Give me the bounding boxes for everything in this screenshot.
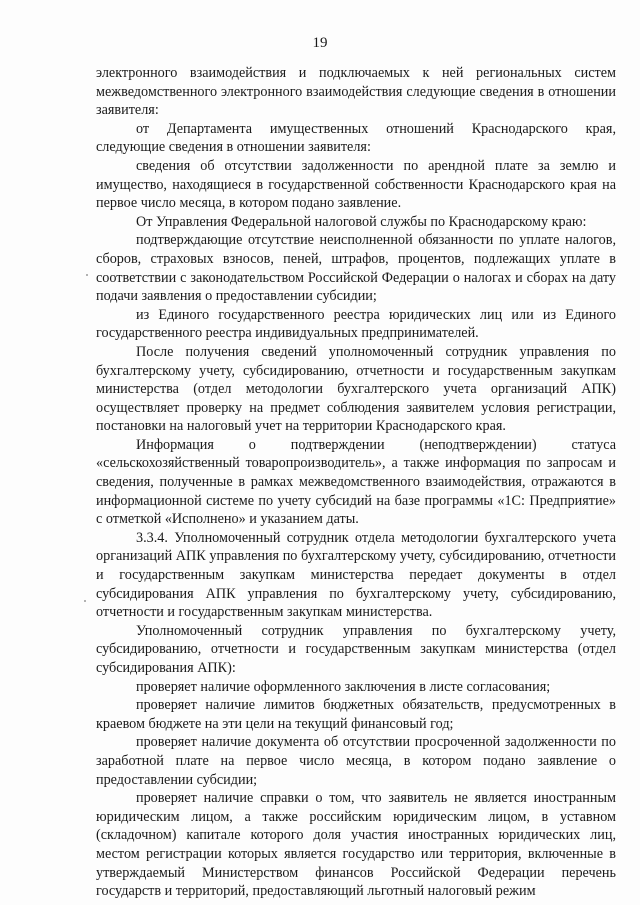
scan-speck xyxy=(86,274,88,276)
paragraph: Информация о подтверждении (неподтверждении) статуса «сельскохозяйственный товаропроизводитель», а также информация по запросам и сведения, полученные в рамках межведомственного взаимодействия, отражаются в информационной системе по учету субсидий на базе программы «1С: Предприятие» с отметкой «Исполнено» и указанием даты. xyxy=(96,436,616,528)
paragraph: проверяет наличие справки о том, что заявитель не является иностранным юридическим лицом, а также российским юридическим лицом, в уставном (складочном) капитале которого доля участия иностранных юридических лиц, местом регистрации которых является государство или территория, включенные в утверждаемый Министерством финансов Российской Федерации перечень государств и территорий, предоставляющий льготный налоговый режим xyxy=(96,790,616,900)
paragraph: От Управления Федеральной налоговой службы по Краснодарскому краю: xyxy=(136,213,587,230)
scan-speck xyxy=(84,600,86,602)
paragraph: из Единого государственного реестра юридических лиц или из Единого государственного реестра индивидуальных предпринимателей. xyxy=(96,306,616,342)
paragraph: 3.3.4. Уполномоченный сотрудник отдела методологии бухгалтерского учета организаций АПК управления по бухгалтерскому учету, субсидированию, отчетности и государственным закупкам министерства передает документы в отдел субсидирования АПК управления по бухгалтерскому учету, субсидированию, отчетности и государственным закупкам министерства. xyxy=(96,529,616,621)
page-number: 19 xyxy=(312,35,328,51)
paragraph: проверяет наличие документа об отсутствии просроченной задолженности по заработной плате на первое число месяца, в котором подано заявление о предоставлении субсидии; xyxy=(96,734,616,788)
paragraph: проверяет наличие оформленного заключения в листе согласования; xyxy=(136,678,551,695)
paragraph: проверяет наличие лимитов бюджетных обязательств, предусмотренных в краевом бюджете на эти цели на текущий финансовый год; xyxy=(96,697,616,732)
paragraph: от Департамента имущественных отношений Краснодарского края, следующие сведения в отношении заявителя: xyxy=(96,120,616,156)
document-body xyxy=(96,64,616,901)
paragraph: После получения сведений уполномоченный сотрудник управления по бухгалтерскому учету, субсидированию, отчетности и государственным закупкам министерства (отдел методологии бухгалтерского учета организаций АПК) осуществляет проверку на предмет соблюдения заявителем условия регистрации, постановки на налоговый учет на территории Краснодарского края. xyxy=(96,343,616,435)
paragraph: сведения об отсутствии задолженности по арендной плате за землю и имущество, находящиеся в государственной собственности Краснодарского края на первое число месяца, в котором подано заявление. xyxy=(96,157,616,212)
paragraph: подтверждающие отсутствие неисполненной обязанности по уплате налогов, сборов, страховых взносов, пеней, штрафов, процентов, подлежащих уплате в соответствии с законодательством Российской Федерации о налогах и сборах на дату подачи заявления о предоставлении субсидии; xyxy=(96,232,616,305)
paragraph: Уполномоченный сотрудник управления по бухгалтерскому учету, субсидированию, отчетности и государственным закупкам министерства (отдел субсидирования АПК): xyxy=(96,622,616,676)
paragraph: электронного взаимодействия и подключаемых к ней региональных систем межведомственного электронного взаимодействия следующие сведения в отношении заявителя: xyxy=(96,65,616,119)
